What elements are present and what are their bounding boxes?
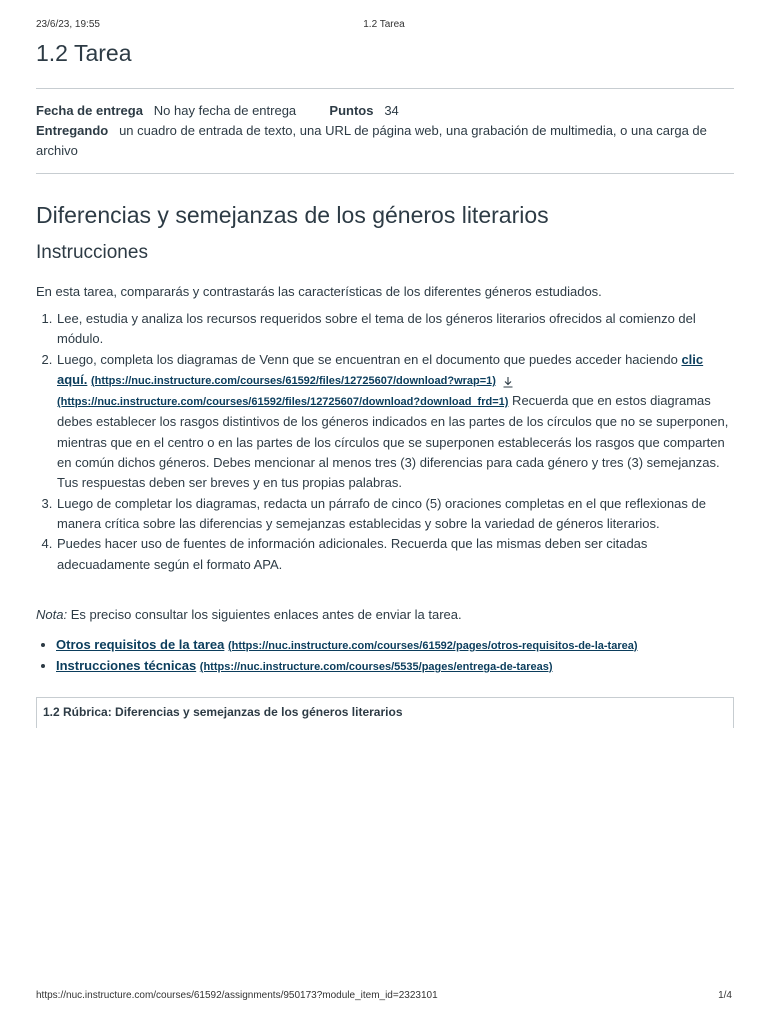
instrucciones-tecnicas-url[interactable]: (https://nuc.instructure.com/courses/5535/pages/entrega-de-tareas): [199, 660, 553, 673]
assignment-heading: Diferencias y semejanzas de los géneros literarios: [36, 202, 549, 228]
otros-requisitos-url[interactable]: (https://nuc.instructure.com/courses/61592/pages/otros-requisitos-de-la-tarea): [227, 639, 638, 652]
print-datetime: 23/6/23, 19:55: [36, 19, 100, 30]
print-footer: [36, 990, 732, 1004]
list-item: 4. Puedes hacer uso de fuentes de información adicionales. Recuerda que las mismas deben ser citadas adecuadamente según el formato APA.: [56, 534, 734, 575]
due-label: Fecha de entrega: [36, 103, 143, 118]
divider: [36, 173, 734, 174]
list-item: 3. Luego de completar los diagramas, redacta un párrafo de cinco (5) oraciones completas en el que reflexionas de manera crítica sobre las diferencias y semejanzas establecidas y sobre la variedad de géneros literarios.: [56, 494, 734, 535]
assignment-details: [36, 89, 734, 173]
print-header: [36, 19, 732, 33]
points-value: 34: [384, 103, 399, 118]
clic-aqui-link[interactable]: clic aquí.: [57, 351, 704, 387]
due-value: No hay fecha de entrega: [153, 103, 297, 118]
rubric-title: 1.2 Rúbrica: Diferencias y semejanzas de los géneros literarios: [36, 697, 734, 728]
print-page-title: 1.2 Tarea: [363, 19, 405, 30]
points-label: Puntos: [329, 103, 374, 118]
assignment-page: [36, 38, 734, 728]
print-url: https://nuc.instructure.com/courses/61592/assignments/950173?module_item_id=2323101: [36, 990, 438, 1001]
submitting-value: un cuadro de entrada de texto, una URL de página web, una grabación de multimedia, o una carga de archivo: [36, 123, 707, 158]
links-list: [36, 635, 734, 677]
list-item: 1. Lee, estudia y analiza los recursos requeridos sobre el tema de los géneros literarios ofrecidos al comienzo del módulo.: [56, 309, 734, 350]
file-url-link[interactable]: (https://nuc.instructure.com/courses/61592/files/12725607/download?wrap=1): [90, 374, 496, 387]
intro-text: En esta tarea, compararás y contrastarás las características de los diferentes géneros estudiados.: [36, 284, 602, 299]
list-item: [56, 656, 734, 677]
submitting-label: Entregando: [36, 123, 109, 138]
download-icon[interactable]: [502, 374, 514, 386]
list-item: 2. Luego, completa los diagramas de Venn que se encuentran en el documento que puedes acceder haciendo clic aquí. (https://nuc.instructure.com/courses/61592/files/12725607/download?wrap=1) (https://nuc.instructure.com/courses/61592/files/12725607/download?download_frd=1) Recuerda que en estos diagramas debes establecer los rasgos distintivos de los géneros indicados en las partes de los círculos que no se superponen, mientras que en el centro o en las partes de los círculos que se superponen establecerás los rasgos que comparten en común dichos géneros. Debes mencionar al menos tres (3) diferencias para cada género y tres (3) semejanzas. Tus respuestas deben ser breves y en tus propias palabras.: [56, 350, 734, 494]
page-number: 1/4: [718, 990, 732, 1001]
instrucciones-tecnicas-link[interactable]: Instrucciones técnicas: [56, 657, 197, 673]
note-label: Nota:: [36, 606, 68, 622]
steps-list: [36, 309, 734, 575]
download-url-link[interactable]: (https://nuc.instructure.com/courses/61592/files/12725607/download?download_frd=1): [57, 396, 509, 409]
list-item: [56, 635, 734, 656]
instructions-heading: Instrucciones: [36, 242, 148, 263]
page-title: 1.2 Tarea: [36, 40, 132, 66]
note-text: Nota: Es preciso consultar los siguientes enlaces antes de enviar la tarea.: [36, 606, 462, 622]
otros-requisitos-link[interactable]: Otros requisitos de la tarea: [56, 636, 225, 652]
